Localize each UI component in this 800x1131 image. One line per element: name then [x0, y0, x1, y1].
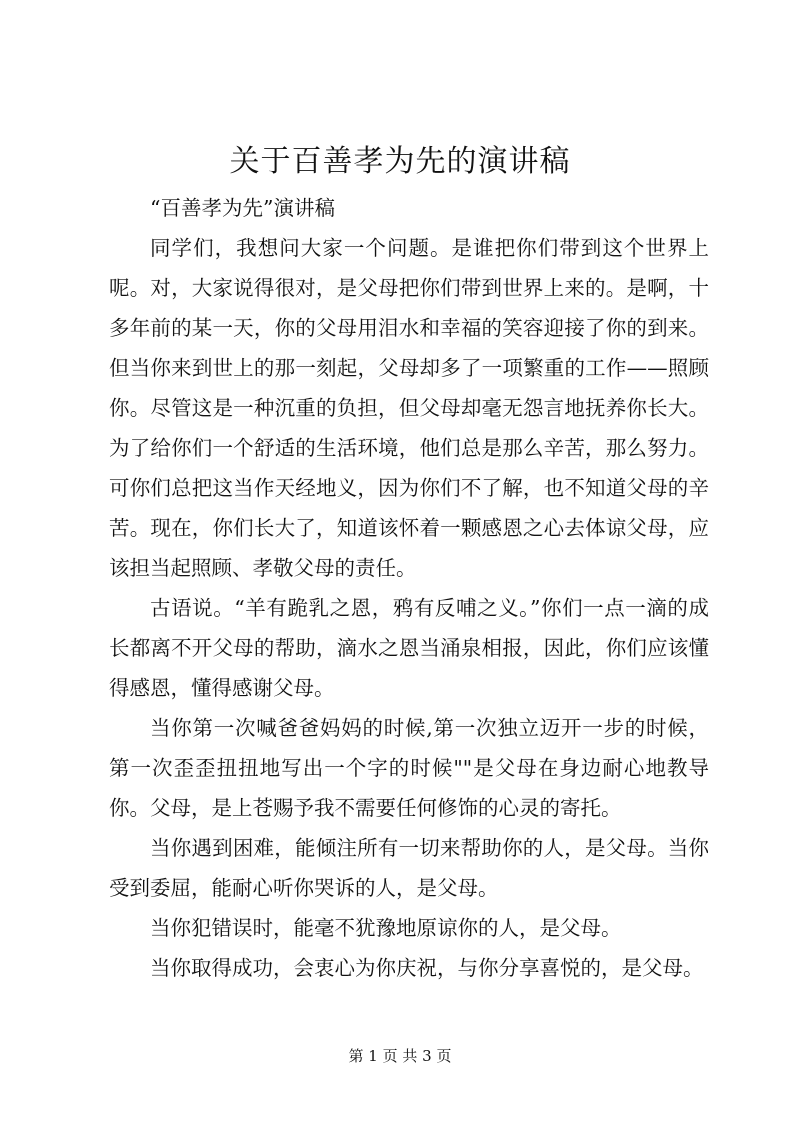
page-footer: 第 1 页 共 3 页 [348, 1047, 452, 1065]
document-subtitle: “百善孝为先”演讲稿 [150, 196, 335, 220]
paragraph-3: 当你第一次喊爸爸妈妈的时候,第一次独立迈开一步的时候，第一次歪歪扭扭地写出一个字的时候""是父母在身边耐心地教导你。父母，是上苍赐予我不需要任何修饰的心灵的寄托。 [109, 716, 709, 820]
paragraph-2: 古语说。“羊有跪乳之恩，鸦有反哺之义。”你们一点一滴的成长都离不开父母的帮助，滴水之恩当涌泉相报，因此，你们应该懂得感恩，懂得感谢父母。 [109, 596, 709, 700]
document-body [109, 188, 709, 988]
paragraph-5: 当你犯错误时，能毫不犹豫地原谅你的人，是父母。 [150, 916, 622, 940]
document-title: 关于百善孝为先的演讲稿 [229, 144, 571, 179]
paragraph-4: 当你遇到困难，能倾注所有一切来帮助你的人，是父母。当你受到委屈，能耐心听你哭诉的人，是父母。 [109, 836, 709, 900]
paragraph-6: 当你取得成功，会衷心为你庆祝，与你分享喜悦的，是父母。 [150, 956, 704, 980]
paragraph-1: 同学们，我想问大家一个问题。是谁把你们带到这个世界上呢。对，大家说得很对，是父母把你们带到世界上来的。是啊，十多年前的某一天，你的父母用泪水和幸福的笑容迎接了你的到来。但当你来到世上的那一刻起，父母却多了一项繁重的工作——照顾你。尽管这是一种沉重的负担，但父母却毫无怨言地抚养你长大。为了给你们一个舒适的生活环境，他们总是那么辛苦，那么努力。可你们总把这当作天经地义，因为你们不了解，也不知道父母的辛苦。现在，你们长大了，知道该怀着一颗感恩之心去体谅父母，应该担当起照顾、孝敬父母的责任。 [109, 236, 709, 580]
